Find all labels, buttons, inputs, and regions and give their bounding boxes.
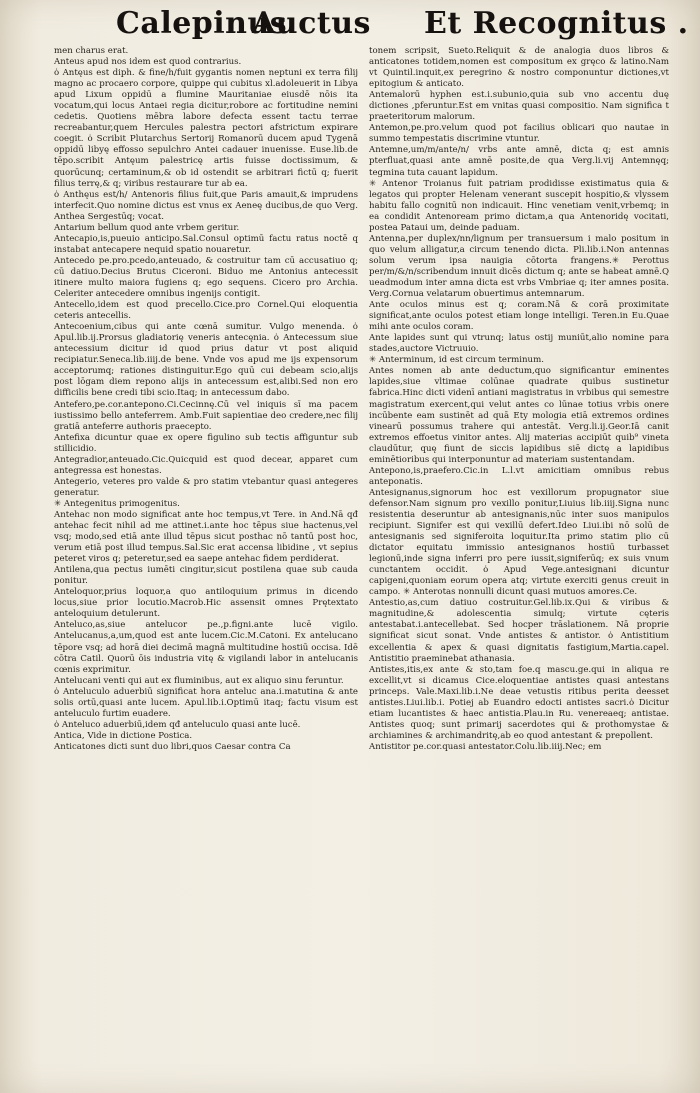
dictionary-entry: ✳ Antenor Troianus fuit patriam prodidisse existimatus quia & legatos qui propter Helenam venerant suscepit hospitio,& vlyssem habitu fallo cognitū non indicauit. Hinc venetiam venit,vrbemq; in ea condidit Antenoream primo dictam,a qua Antenoridę vocitati, postea Pataui um, deinde paduam. xyxy=(369,178,669,233)
dictionary-entry: Antecedo pe.pro.pcedo,anteuado, & costruitur tam cū accusatiuo q; cū datiuo.Decius Brutus Ciceroni. Biduo me Antonius antecessit itinere multo maiora fugiens q; ego sequens. Cicero pro Archia. Celeriter antecedere omnibus ingenijs contigit. xyxy=(54,255,358,300)
dictionary-entry: ȯ Antęus est diph. & fine/h/fuit gygantis nomen neptuni ex terra filij magno ac procaero corpore, quippe qui cubitus xl.adoleuerit in Libya apud Lixum oppidū a flumine Mauritaniae eiusdē nōis ita vocatum,qui locus Antaei regia dicitur,robore ac fortitudine nemini cedetis. Quotiens mēbra labore defecta essent tactu terrae recreabantur,quem Hercules palestra pectori afstrictum expirare coegit. ȯ Scribit Plutarchus Sertorij Romanorū ducem apud Tygenā oppidū libyę effosso sepulchro Antei cadauer inuenisse. Euse.lib.de tēpo.scribit Antęum palestricę artis fuisse doctissimum, & quorūcunq; certaminum,& ob id ostendit se arbitrari fictū q; fuerit filius terrę,& q; viribus restaurare tur ab ea. xyxy=(54,68,358,189)
dictionary-entry: tonem scripsit, Sueto.Reliquit & de analogia duos libros & anticatones totidem,nomen est compositum ex gręco & latino.Nam vt Quintil.inquit,ex peregrino & nostro componuntur dictiones,vt epitogium & anticato. xyxy=(369,46,669,90)
dictionary-entry: Anteluco,as,siue antelucor pe.,p.figni.ante lucē vigilo. Antelucanus,a,um,quod est ante lucem.Cic.M.Catoni. Ex antelucano tēpore vsq; ad horā diei decimā magnā multitudine hostiū occisa. Idē cōtra Catil. Quorū ōis industria vitę & vigilandi labor in antelucanis cœnis exprimitur. xyxy=(54,620,358,675)
dictionary-entry: Antecoenium,cibus qui ante cœnā sumitur. Vulgo menenda. ȯ Apul.lib.ij.Prorsus gladiatorię veneris antecęnia. ȯ Antecessum siue antecessium dicitur id quod prius datur vt post aliquid recipiatur.Seneca.lib.iiij.de bene. Vnde vos apud me ijs expensorum acceptorumq; rationes distinguitur.Ego quū cui debeam scio,alijs post lōgam diem repono alijs in antecessum est,alibi.Sed non ero difficilis bene credi tibi scio.Itaq; in antecessum dabo. xyxy=(54,322,358,399)
dictionary-entry: Antefixa dicuntur quae ex opere figulino sub tectis affiguntur sub stillicidio. xyxy=(54,432,358,454)
dictionary-entry: ✳ Anterminum, id est circum terminum. xyxy=(369,355,544,366)
dictionary-entry: Antes nomen ab ante deductum,quo significantur eminentes lapides,siue vltimae colūnae quadrate quibus sustinetur fabrica.Hinc dicti videnī antiani magistratus in vrbibus qui semestre magistratum exercent,qui velut antes co lūnae totius vrbis onere incūbente eam sustinēt ad quā Ety mologia etiā extremos ordines vinearū possumus trahere qui antestāt. Verg.li.ij.Geor.Iā canit extremos effoetus vinitor antes. Alij materias accipiūt quib⁹ vineta claudūtur, quę fiunt de siccis lapidibus siē dictę a lapidibus eminētioribus qui interponuntur ad materiam sustentandam. xyxy=(369,366,669,465)
right-column xyxy=(369,46,669,752)
dictionary-entry: Antecello,idem est quod precello.Cice.pro Cornel.Qui eloquentia ceteris antecellis. xyxy=(54,300,358,322)
dictionary-entry: Anteus apud nos idem est quod contrarius. xyxy=(54,57,242,68)
dictionary-entry: Antesignanus,signorum hoc est vexillorum propugnator siue defensor.Nam signum pro vexillo ponitur,Liuius lib.iiij.Signa nunc resistentia deseruntur ab antesignanis,nūc inter suos manipulos recipiunt. Signifer est qui vexillū defert.Ideo Liui.ibi nō solū de antesignanis sed signiferoita loquitur.Ita primo statim plio cū dictator equitatu immissio antesignanos hostiū turbasset legionū,inde signa inferri pro pere iussit,signiferūq; ex suis vnum cunctantem occidit. ȯ Apud Vege.antesignani dicuntur capigeni,quoniam eorum opera atq; virtute exerciti genus creuit in campo. ✳ Anterotas nonnulli dicunt quasi mutuos amores.Ce. xyxy=(369,487,669,598)
running-head-middle: Auctus xyxy=(252,6,371,41)
dictionary-entry: Antenna,per duplex/nn/lignum per transuersum i malo positum in quo velum alligatur,a circum tenendo dicta. Pli.lib.i.Non antennas solum verum ipsa nauigia cōtorta frangens.✳ Perottus per/m/&/n/scribendum innuit dicēs dictum q; ante se habeat amnē.Q ueadmodum inter amna dicta est vrbs Vmbriae q; iter amnes posita. Verg.Cornua velatarum obuertimus antemnarum. xyxy=(369,233,669,300)
dictionary-entry: Antestio,as,cum datiuo costruitur.Gel.lib.ix.Qui & viribus & magnitudine,& adolescentia simulq; virtute cęteris antestabat.i.antecellebat. Sed hocper trāslationem. Nā proprie significat sicut sonat. Vnde antistes & antistor. ȯ Antistitium excellentia & apex & quasi dignitatis fastigium,Martia.capel. Antistitio praeminebat athanasia. xyxy=(369,598,669,664)
dictionary-entry: ȯ Anteluculo aduerbiū significat hora anteluc ana.i.matutina & ante solis ortū,quasi ante lucem. Apul.lib.i.Optimū itaq; factu visum est anteluculo furtim euadere. xyxy=(54,686,358,719)
dictionary-entry: Antegradior,anteuado.Cic.Quicquid est quod decear, apparet cum antegressa est honestas. xyxy=(54,454,358,476)
dictionary-entry: Antarium bellum quod ante vrbem geritur. xyxy=(54,222,240,233)
dictionary-entry: Anteloquor,prius loquor,a quo antiloquium primus in dicendo locus,siue prior locutio.Macrob.Hic assensit omnes Prętextato anteloquium detulerunt. xyxy=(54,587,358,620)
dictionary-entry: Antegerio, veteres pro valde & pro statim vtebantur quasi antegeres generatur. xyxy=(54,476,358,498)
dictionary-entry: ✳ Antegenitus primogenitus. xyxy=(54,498,180,509)
dictionary-entry: ȯ Anteluco aduerbiū,idem qđ anteluculo quasi ante lucē. xyxy=(54,719,301,730)
dictionary-entry: Antecapio,is,pueuio anticipo.Sal.Consul optimū factu ratus noctē q instabat antecapere nequid spatio nouaretur. xyxy=(54,233,358,255)
dictionary-entry: Antistes,itis,ex ante & sto,tam foe.q mascu.ge.qui in aliqua re excellit,vt si dicamus Cice.eloquentiae antistes quasi antestans princeps. Vale.Maxi.lib.i.Ne deae vetustis ritibus perita deesset antistes.Liui.lib.i. Potiej ab Euandro edocti antistes sacri.ȯ Dicitur etiam lucantistes & haec antistia.Plau.in Ru. venereaeq; antistae. Antistes quoq; sunt primarij sacerdotes qui & prothomystae & archiamines & archimandritę,ab eo quod antestant & prepollent. xyxy=(369,664,669,741)
dictionary-entry: Antica, Vide in dictione Postica. xyxy=(54,730,193,741)
running-head xyxy=(0,6,700,46)
running-head-right: Et Recognitus . xyxy=(424,6,689,41)
dictionary-entry: Antemne,um/m/ante/n/ vrbs ante amnē, dicta q; est amnis pterfluat,quasi ante amnē posite,de qua Verg.li.vij Antemnęq; tegmina tuta cauant lapidum. xyxy=(369,145,669,178)
dictionary-entry: ȯ Anthęus est/h/ Antenoris filius fuit,que Paris amauit,& imprudens interfecit.Quo nomine dictus est vnus ex Aeneę ducibus,de quo Verg. Anthea Sergestūq; vocat. xyxy=(54,189,358,222)
dictionary-entry: Antepono,is,praefero.Cic.in L.l.vt amicitiam omnibus rebus anteponatis. xyxy=(369,465,669,487)
dictionary-entry: Ante oculos minus est q; coram.Nā & corā proximitate significat,ante oculos potest etiam longe intelligi. Teren.in Eu.Quae mihi ante oculos coram. xyxy=(369,300,669,333)
left-column xyxy=(54,46,358,1046)
dictionary-entry: Antilena,qua pectus iumēti cingitur,sicut postilena quae sub cauda ponitur. xyxy=(54,565,358,587)
dictionary-entry: Antemon,pe.pro.velum quod pot facilius oblicari quo nautae in summo tempestatis discrimine vtuntur. xyxy=(369,123,669,145)
dictionary-entry: Ante lapides sunt qui vtrunq; latus ostij muniūt,alio nomine para stades,auctore Victruuio. xyxy=(369,333,669,355)
dictionary-entry: Antefero,pe.cor.antepono.Ci.Cecinnę.Cū vel iniquis sī ma pacem iustissimo bello anteferrem. Amb.Fuit sapientiae deo credere,nec filij gratiā anteferre authoris praecepto. xyxy=(54,399,358,432)
dictionary-entry: Antelucani venti qui aut ex fluminibus, aut ex aliquo sinu feruntur. xyxy=(54,675,344,686)
dictionary-entry: Antistitor pe.cor.quasi antestator.Colu.lib.iiij.Nec; em xyxy=(369,741,602,752)
dictionary-entry: Antehac non modo significat ante hoc tempus,vt Tere. in And.Nā qđ antehac fecit nihil ad me attinet.i.ante hoc tēpus siue hactenus,vel vsq; modo,sed etiā ante illud tēpus sicut posthac nō tantū post hoc, verum etiā post illud tempus.Sal.Sic erat accensa libidine , vt sepius peteret viros q; peteretur,sed ea saepe antehac fidem perdiderat. xyxy=(54,509,358,565)
dictionary-entry: men charus erat. xyxy=(54,46,129,56)
dictionary-entry: Anticatones dicti sunt duo libri,quos Caesar contra Ca xyxy=(54,741,291,752)
running-head-left: Calepinus xyxy=(116,6,288,41)
dictionary-entry: Antemalorū hyphen est.i.subunio,quia sub vno accentu duę dictiones ,pferuntur.Est em vnitas quasi compositio. Nam significa t praeteritorum malorum. xyxy=(369,90,669,123)
